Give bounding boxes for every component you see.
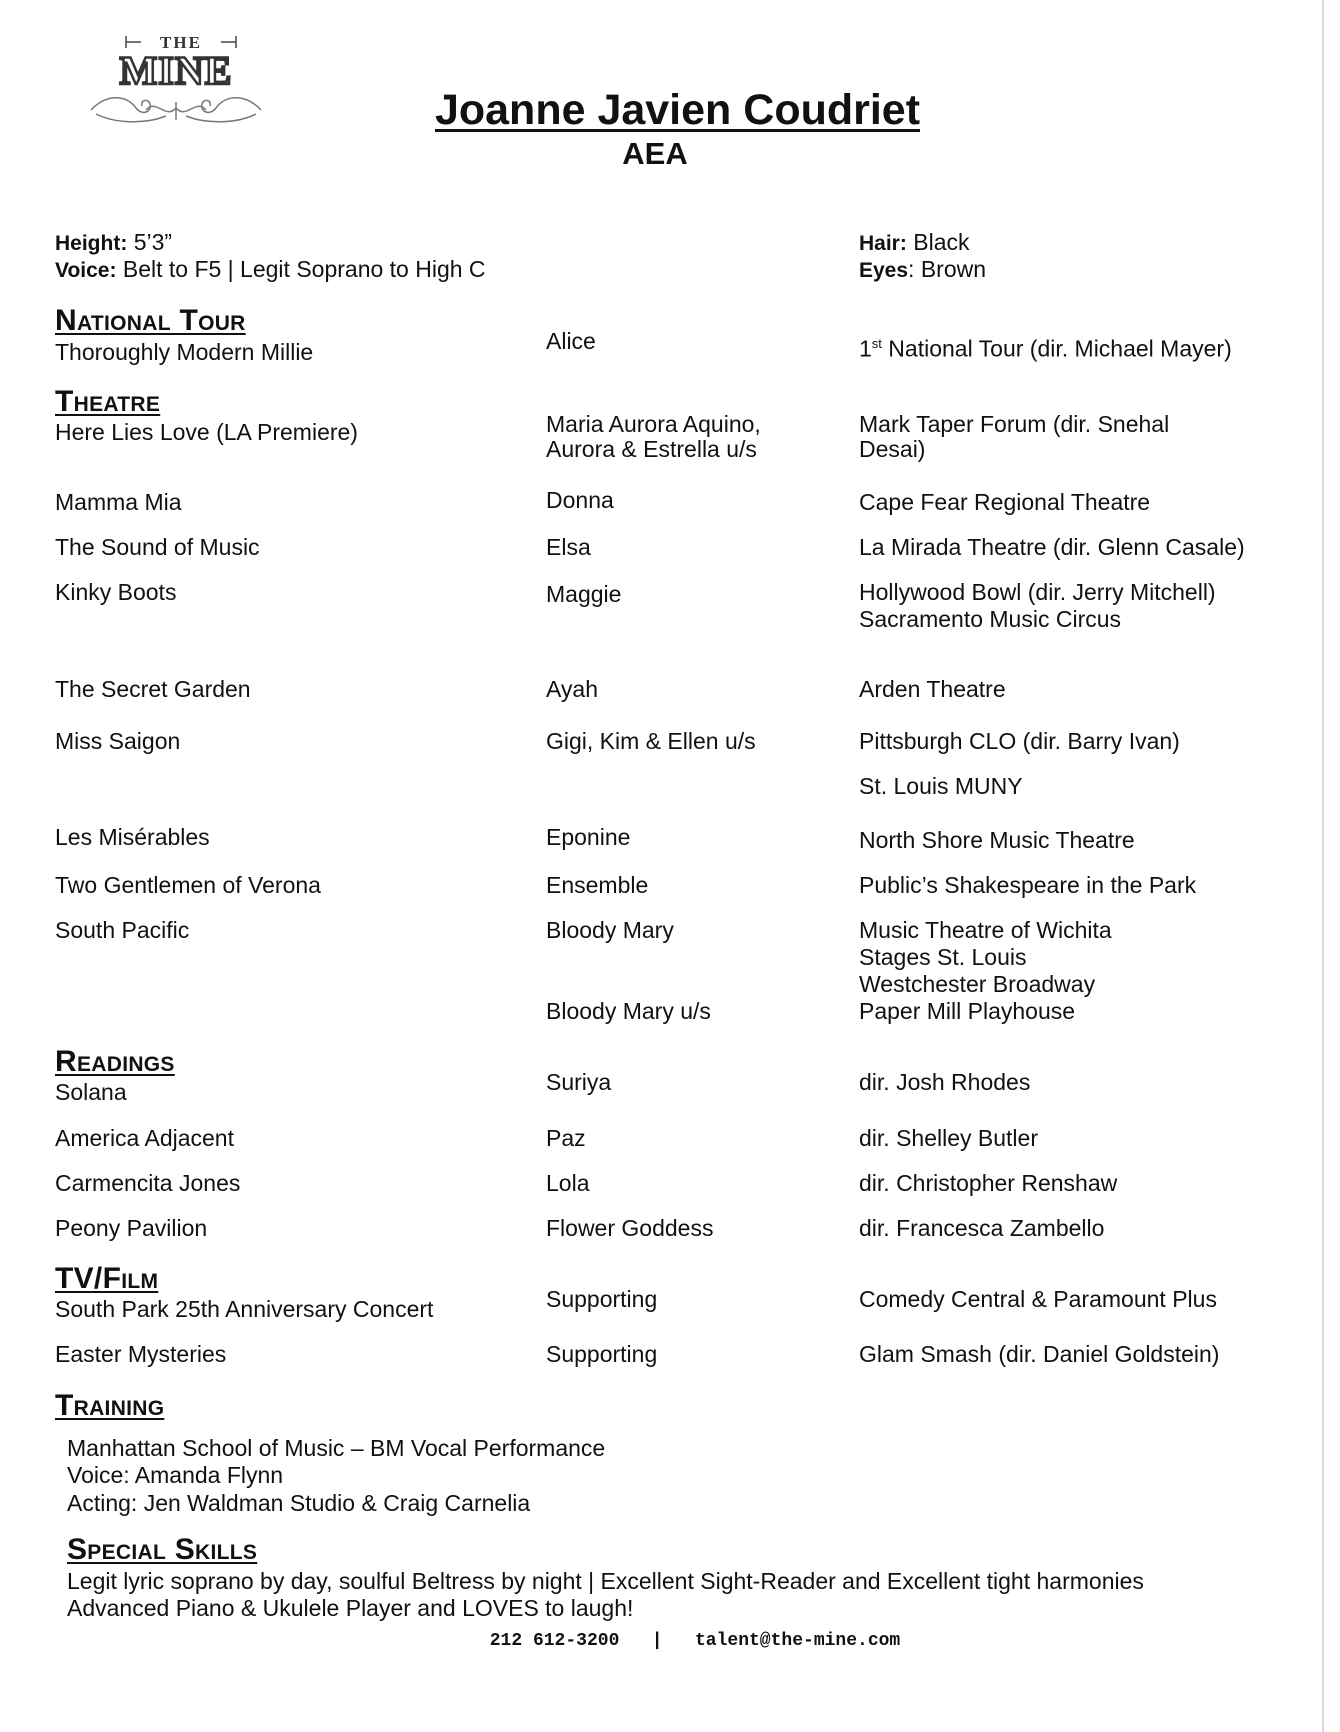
voice-line [55, 256, 486, 283]
credit-venue: Desai) [859, 436, 926, 462]
credit-venue: Mark Taper Forum (dir. Snehal [859, 411, 1170, 437]
contact-footer [0, 1631, 1340, 1651]
actor-name: Joanne Javien Coudriet [434, 86, 921, 134]
credit-venue: Music Theatre of Wichita [859, 917, 1112, 943]
credit-venue: Stages St. Louis [859, 944, 1027, 970]
credit-role: Bloody Mary [546, 917, 674, 943]
credit-role: Donna [546, 487, 614, 513]
contact-separator: | [651, 1631, 663, 1651]
hair-value: Black [913, 229, 970, 255]
credit-venue: Sacramento Music Circus [859, 606, 1122, 632]
credit-venue: St. Louis MUNY [859, 773, 1023, 799]
voice-label: Voice: [55, 259, 117, 282]
credit-venue: dir. Josh Rhodes [859, 1069, 1031, 1095]
credit-venue: Arden Theatre [859, 676, 1006, 702]
credit-venue: dir. Shelley Butler [859, 1125, 1038, 1151]
credit-venue: dir. Francesca Zambello [859, 1215, 1105, 1241]
credit-show: The Secret Garden [55, 676, 251, 702]
credit-role: Aurora & Estrella u/s [546, 436, 757, 462]
credit-role: Maria Aurora Aquino, [546, 411, 761, 437]
credit-show: The Sound of Music [55, 534, 260, 560]
credit-venue: dir. Christopher Renshaw [859, 1170, 1118, 1196]
skills-line: Legit lyric soprano by day, soulful Beltress by night | Excellent Sight-Reader and Excellent tight harmonies [67, 1568, 1144, 1594]
voice-value: Belt to F5 | Legit Soprano to High C [122, 256, 486, 282]
credit-show: Thoroughly Modern Millie [55, 339, 314, 365]
credit-role: Bloody Mary u/s [546, 998, 711, 1024]
credit-role: Suriya [546, 1069, 612, 1095]
credit-venue: Westchester Broadway [859, 971, 1096, 997]
credit-venue: Pittsburgh CLO (dir. Barry Ivan) [859, 728, 1180, 754]
credit-venue: La Mirada Theatre (dir. Glenn Casale) [859, 534, 1245, 560]
eyes-line [859, 256, 986, 283]
credit-role: Eponine [546, 824, 631, 850]
height-value: 5’3” [133, 229, 173, 255]
hair-label: Hair: [859, 232, 907, 255]
credit-role: Maggie [546, 581, 622, 607]
credit-show: Peony Pavilion [55, 1215, 208, 1241]
credit-role: Gigi, Kim & Ellen u/s [546, 728, 756, 754]
union-affiliation: AEA [622, 136, 688, 171]
eyes-value: : Brown [908, 256, 987, 282]
credit-show: Here Lies Love (LA Premiere) [55, 419, 358, 445]
credit-show: Solana [55, 1079, 127, 1105]
credit-show: Mamma Mia [55, 489, 182, 515]
section-national-tour: National Tour [55, 304, 246, 337]
credit-venue: Public’s Shakespeare in the Park [859, 872, 1197, 898]
section-tv-film: TV/Film [55, 1262, 159, 1295]
credit-role: Supporting [546, 1341, 658, 1367]
credit-show: Kinky Boots [55, 579, 177, 605]
skills-line: Advanced Piano & Ukulele Player and LOVES to laugh! [67, 1595, 634, 1621]
credit-show: Carmencita Jones [55, 1170, 241, 1196]
credit-venue: Comedy Central & Paramount Plus [859, 1286, 1217, 1312]
contact-email[interactable]: talent@the-mine.com [695, 1631, 901, 1651]
page-edge [1322, 0, 1324, 1732]
credit-show: Two Gentlemen of Verona [55, 872, 321, 898]
credit-venue: Hollywood Bowl (dir. Jerry Mitchell) [859, 579, 1216, 605]
logo-the-text: THE [160, 33, 202, 52]
logo-mine-text: MINE [119, 48, 233, 93]
section-theatre: Theatre [55, 385, 161, 418]
credit-show: America Adjacent [55, 1125, 234, 1151]
credit-role: Supporting [546, 1286, 658, 1312]
credit-show: Les Misérables [55, 824, 210, 850]
credit-venue: 1st National Tour (dir. Michael Mayer) [859, 335, 1232, 362]
contact-phone: 212 612-3200 [489, 1631, 620, 1651]
credit-role: Paz [546, 1125, 586, 1151]
credit-venue: North Shore Music Theatre [859, 827, 1135, 853]
eyes-label: Eyes [859, 259, 909, 282]
section-special-skills: Special Skills [67, 1533, 258, 1566]
credit-role: Ensemble [546, 872, 649, 898]
training-line: Acting: Jen Waldman Studio & Craig Carnelia [67, 1490, 531, 1516]
training-line: Manhattan School of Music – BM Vocal Performance [67, 1435, 606, 1461]
credit-role: Ayah [546, 676, 599, 702]
credit-venue: Paper Mill Playhouse [859, 998, 1076, 1024]
credit-role: Lola [546, 1170, 590, 1196]
height-label: Height: [55, 232, 128, 255]
hair-line [859, 229, 970, 256]
credit-show: South Pacific [55, 917, 190, 943]
credit-show: South Park 25th Anniversary Concert [55, 1296, 434, 1322]
credit-role: Flower Goddess [546, 1215, 714, 1241]
credit-venue: Cape Fear Regional Theatre [859, 489, 1151, 515]
credit-role: Alice [546, 328, 596, 354]
credit-venue: Glam Smash (dir. Daniel Goldstein) [859, 1341, 1220, 1367]
section-readings: Readings [55, 1045, 175, 1078]
credit-show: Miss Saigon [55, 728, 181, 754]
training-line: Voice: Amanda Flynn [67, 1462, 284, 1488]
credit-role: Elsa [546, 534, 591, 560]
section-training: Training [55, 1389, 165, 1422]
credit-show: Easter Mysteries [55, 1341, 227, 1367]
height-line [55, 229, 172, 256]
